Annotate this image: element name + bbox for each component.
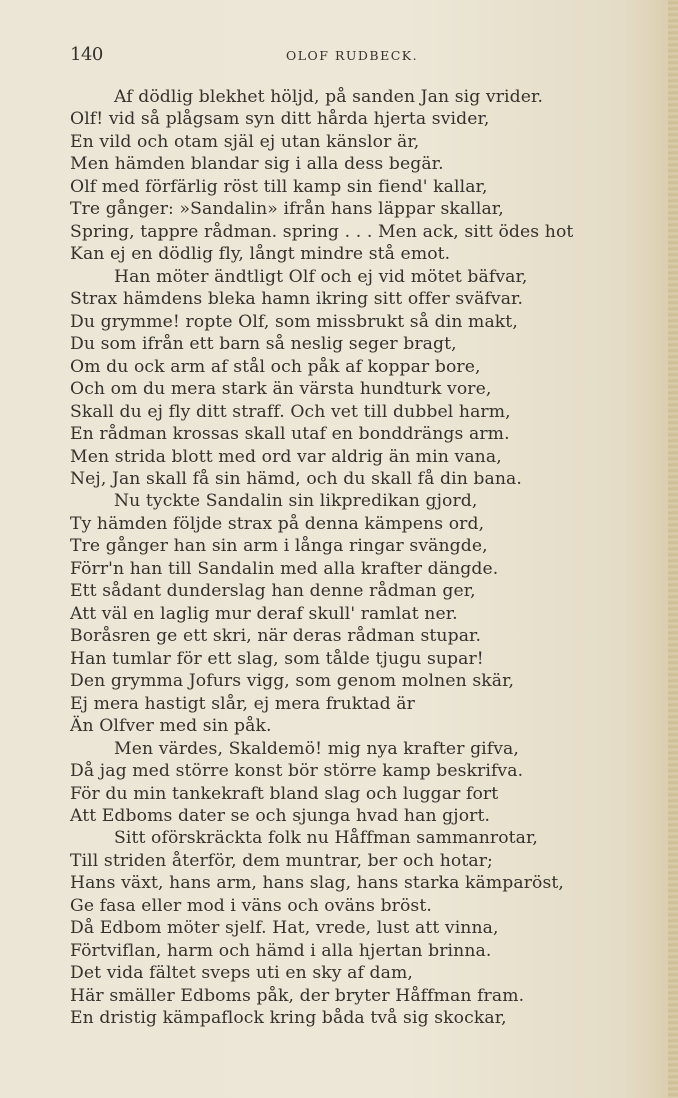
verse-line: Än Olfver med sin påk. (70, 716, 272, 737)
verse-line: Olf med förfärlig röst till kamp sin fiend' kallar, (70, 176, 488, 197)
verse-line: Här smäller Edboms påk, der bryter Håffman fram. (70, 985, 525, 1006)
verse-line: Men värdes, Skaldemö! mig nya krafter gifva, (114, 738, 519, 759)
verse-line: Han tumlar för ett slag, som tålde tjugu supar! (70, 648, 484, 669)
verse-line: Nej, Jan skall få sin hämd, och du skall få din bana. (70, 468, 522, 489)
verse-line: Boråsren ge ett skri, när deras rådman stupar. (70, 626, 482, 647)
page-edge (668, 0, 678, 1098)
verse-line: Han möter ändtligt Olf och ej vid mötet bäfvar, (114, 266, 528, 287)
verse-line: Förtviflan, harm och hämd i alla hjertan brinna. (70, 940, 492, 961)
verse-line: Nu tyckte Sandalin sin likpredikan gjord, (114, 491, 478, 512)
verse-line: Att väl en laglig mur deraf skull' ramlat ner. (70, 603, 458, 624)
verse-line: Strax hämdens bleka hamn ikring sitt offer sväfvar. (70, 289, 524, 310)
verse-line: Förr'n han till Sandalin med alla krafter dängde. (70, 558, 499, 579)
verse-line: Och om du mera stark än värsta hundturk vore, (70, 379, 492, 400)
verse-line: Spring, tappre rådman. spring . . . Men ack, sitt ödes hot (70, 221, 574, 242)
verse-line: Men hämden blandar sig i alla dess begär. (70, 154, 444, 175)
verse-line: Den grymma Jofurs vigg, som genom molnen skär, (70, 671, 515, 692)
verse-line: Sitt oförskräckta folk nu Håffman sammanrotar, (114, 828, 538, 849)
verse-line: Kan ej en dödlig fly, långt mindre stå emot. (70, 244, 451, 265)
verse-line: En dristig kämpaflock kring båda två sig skockar, (70, 1008, 507, 1029)
verse-line: Du grymme! ropte Olf, som missbrukt så din makt, (70, 311, 518, 332)
verse-line: Du som ifrån ett barn så neslig seger bragt, (70, 334, 457, 355)
verse-line: Hans växt, hans arm, hans slag, hans starka kämparöst, (70, 873, 564, 894)
verse-line: En vild och otam själ ej utan känslor är, (70, 131, 420, 152)
poem-text (70, 86, 660, 1030)
verse-line: Olf! vid så plågsam syn ditt hårda hjerta svider, (70, 109, 490, 130)
page-number: 140 (70, 44, 103, 65)
verse-line: Till striden återför, dem muntrar, ber och hotar; (70, 850, 493, 871)
verse-line: Af dödlig blekhet höljd, på sanden Jan sig vrider. (114, 87, 544, 107)
verse-line: Då Edbom möter sjelf. Hat, vrede, lust att vinna, (70, 918, 499, 939)
verse-line: Då jag med större konst bör större kamp beskrifva. (70, 761, 524, 782)
verse-line: Ty hämden följde strax på denna kämpens ord, (70, 513, 485, 534)
verse-line: Om du ock arm af stål och påk af koppar bore, (70, 356, 481, 377)
verse-line: Att Edboms dater se och sjunga hvad han gjort. (70, 806, 491, 826)
verse-line: Tre gånger han sin arm i långa ringar svängde, (70, 536, 488, 557)
running-head: OLOF RUDBECK. (286, 48, 419, 63)
verse-line: Ge fasa eller mod i väns och oväns bröst. (70, 895, 432, 916)
verse-line: Ej mera hastigt slår, ej mera fruktad är (70, 693, 415, 714)
verse-line: Det vida fältet sveps uti en sky af dam, (70, 963, 413, 984)
verse-line: Tre gånger: »Sandalin» ifrån hans läppar skallar, (70, 199, 504, 220)
verse-line: En rådman krossas skall utaf en bonddrängs arm. (70, 424, 510, 445)
verse-line: Skall du ej fly ditt straff. Och vet till dubbel harm, (70, 401, 511, 422)
page-header (70, 44, 610, 68)
verse-line: För du min tankekraft bland slag och luggar fort (70, 783, 499, 804)
verse-line: Ett sådant dunderslag han denne rådman ger, (70, 581, 476, 602)
verse-line: Men strida blott med ord var aldrig än min vana, (70, 446, 502, 467)
